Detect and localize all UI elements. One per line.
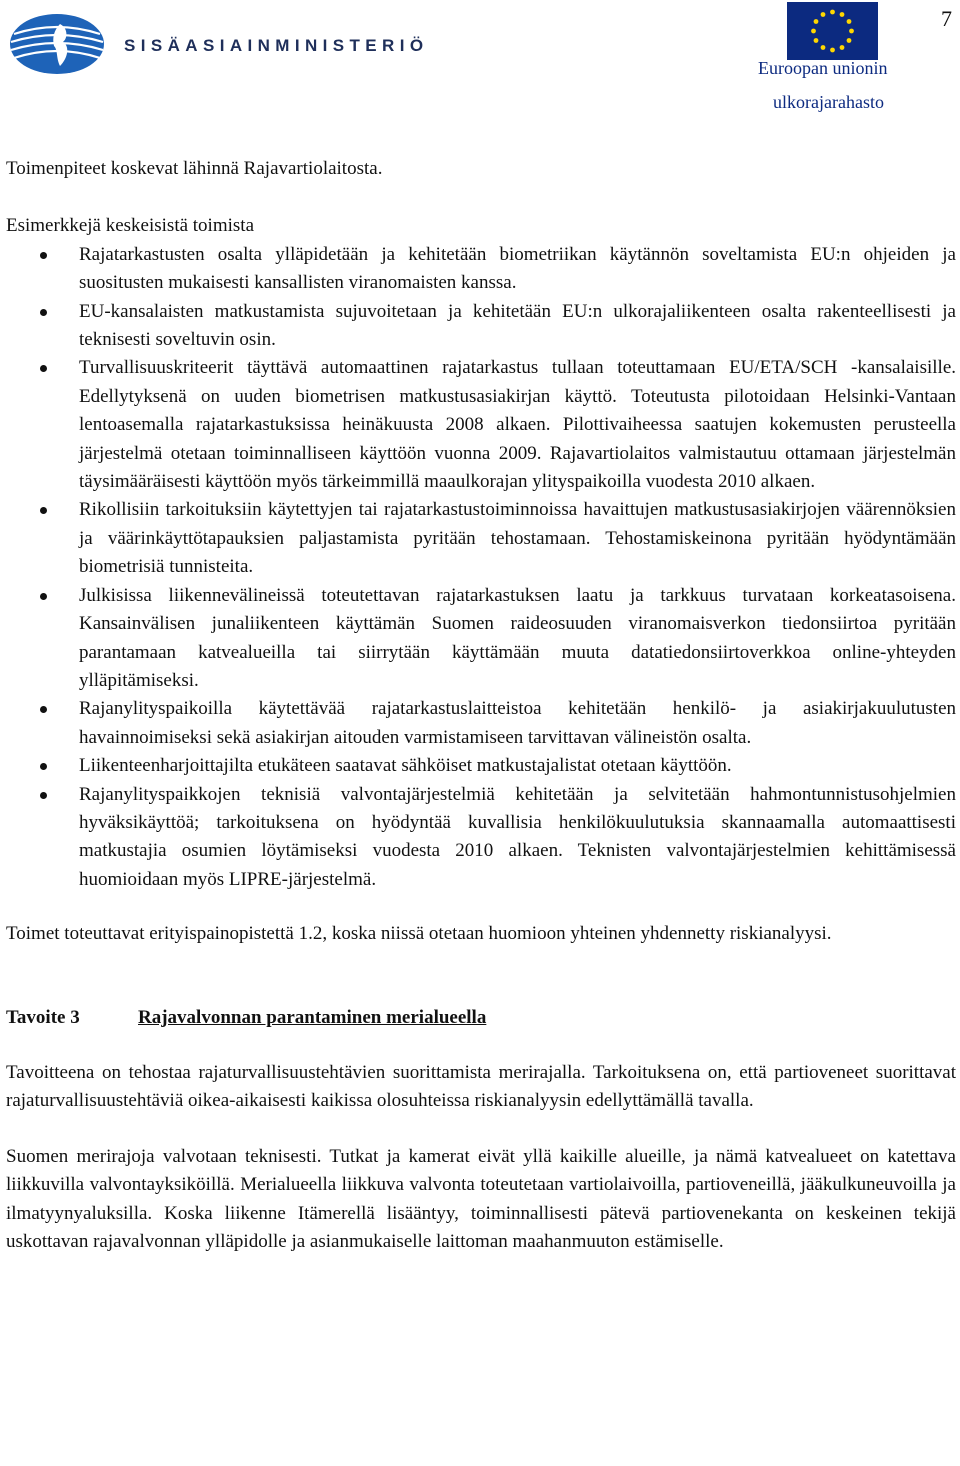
eu-fund-caption-line2: ulkorajarahasto [773,92,884,112]
eu-flag-logo [787,2,878,60]
goal-heading [6,1004,956,1032]
goal-paragraph-1: Tavoitteena on tehostaa rajaturvallisuustehtävien suorittamista merirajalla. Tarkoituksena on, että partioveneet suorittavat rajaturvallisuustehtäviä oikea-aikaisesti kaikissa olosuhteissa riskianalyysin edellyttämällä tavalla. [6,1061,956,1112]
intro-paragraph: Toimenpiteet koskevat lähinnä Rajavartiolaitosta. [6,158,383,179]
goal-title: Rajavalvonnan parantaminen merialueella [138,1006,487,1028]
goal-paragraph-2: Suomen merirajoja valvotaan teknisesti. Tutkat ja kamerat eivät yllä kaikille alueille, ja nämä katvealueet on katettava liikkuvilla valvontayksiköillä. Merialueella liikkuva valvonta toteutetaan vartiolaivoilla, partioveneillä, jääkulkuneuvoilla ja ilmatyynyaluksilla. Koska liikenne Itämerellä lisääntyy, toiminnallisesti pätevä partiovenekanta on keskeinen tekijä uskottavan rajavalvonnan ylläpidolle ja asianmukaiselle laittoman maahanmuuton estämiselle. [6,1145,956,1252]
ministry-logo [8,12,106,76]
list-item: Rajanylityspaikoilla käytettävää rajatarkastuslaitteistoa kehitetään henkilö- ja asiakirjakuulutusten havainnoimiseksi sekä asiakirjan aitouden varmistamiseen tarvittavan välineistön osalta. [6,695,956,752]
goal-label: Tavoite 3 [6,1006,80,1028]
page-number: 7 [941,6,952,31]
list-item: EU-kansalaisten matkustamista sujuvoitetaan ja kehitetään EU:n ulkorajaliikenteen osalta rakenteellisesti ja teknisesti soveltuvin osin. [6,298,956,355]
eu-fund-caption-line1: Euroopan unionin [758,58,888,78]
examples-heading: Esimerkkejä keskeisistä toimista [6,215,255,237]
list-item: Rikollisiin tarkoituksiin käytettyjen tai rajatarkastustoiminnoissa havaittujen matkustusasiakirjojen väärennöksien ja väärinkäyttötapauksien paljastamista pyritään tehostamaan. Tehostamiskeinona pyritään hyödyntämään biometrisiä tunnisteita. [6,496,956,581]
priority-note: Toimet toteuttavat erityispainopistettä 1.2, koska niissä otetaan huomioon yhteinen yhdennetty riskianalyysi. [6,923,832,945]
ministry-name: SISÄASIAINMINISTERIÖ [124,36,429,55]
list-item: Julkisissa liikennevälineissä toteutettavan rajatarkastuksen laatu ja tarkkuus turvataan korkeatasoisena. Kansainvälisen junaliikenteen käyttämän Suomen raideosuuden viranomaisverkon tiedonsiirtoa pyritään parantamaan katvealueilla tai siirrytään käyttämään muuta datatiedonsiirtoverkkoa online-yhteyden ylläpitämiseksi. [6,582,956,696]
examples-list [6,241,956,894]
list-item: Rajatarkastusten osalta ylläpidetään ja kehitetään biometriikan käytännön soveltamista EU:n ohjeiden ja suositusten mukaisesti kansallisten viranomaisten kanssa. [6,241,956,298]
list-item: Rajanylityspaikkojen teknisiä valvontajärjestelmiä kehitetään ja selvitetään hahmontunnistusohjelmien hyväksikäyttöä; tarkoituksena on hyödyntää kuvallisia henkilökuulutuksia skannaamalla automaattisesti matkustajia osumien löytämiseksi vuodesta 2010 alkaen. Teknisten valvontajärjestelmien kehittämisessä huomioidaan myös LIPRE-järjestelmä. [6,781,956,895]
list-item: Liikenteenharjoittajilta etukäteen saatavat sähköiset matkustajalistat otetaan käyttöön. [6,752,956,780]
document-body [6,155,956,1256]
list-item: Turvallisuuskriteerit täyttävä automaattinen rajatarkastus tullaan toteuttamaan EU/ETA/SCH -kansalaisille. Edellytyksenä on uuden biometrisen matkustusasiakirjan käyttö. Toteutusta pilotoidaan Helsinki-Vantaan lentoasemalla rajatarkastuksissa heinäkuusta 2008 alkaen. Pilottivaiheessa saatujen kokemusten perusteella järjestelmä otetaan toiminnalliseen käyttöön vuonna 2009. Rajavartiolaitos valmistautuu ottamaan järjestelmän täysimääräisesti käyttöön myös tärkeimmillä maaulkorajan ylityspaikoilla vuodesta 2010 alkaen. [6,354,956,496]
